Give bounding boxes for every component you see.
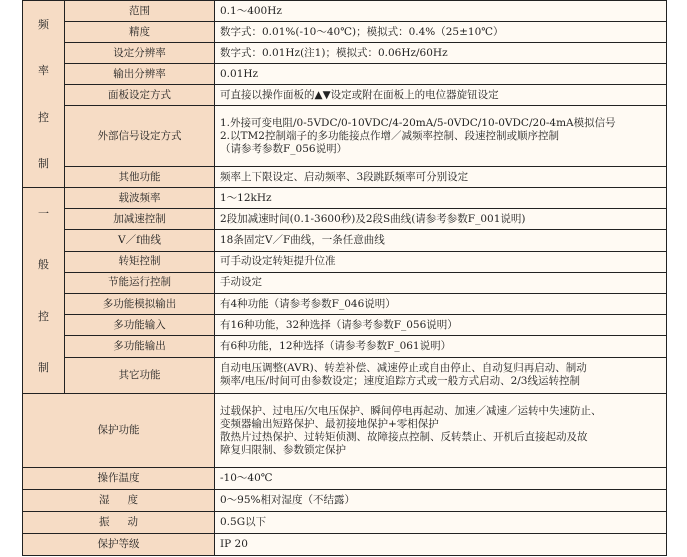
group-frequency-control [23,1,65,188]
row-value: 有6种功能，12种选择（请参考参数F_061说明） [215,336,667,357]
table-row [23,188,667,209]
row-label: 加减速控制 [65,209,215,230]
row-value: IP 20 [215,534,667,556]
row-label: 转矩控制 [65,251,215,272]
table-row [23,272,667,293]
row-label: 多功能输入 [65,315,215,336]
row-label: 其它功能 [65,357,215,393]
row-value: 0.01Hz [215,64,667,85]
table-row [23,230,667,251]
row-value: 0.5G以下 [215,512,667,534]
row-label: 其他功能 [65,167,215,188]
row-value: -10～40℃ [215,468,667,490]
table-row [23,85,667,106]
row-value: 可直接以操作面板的▲▼设定或附在面板上的电位器旋钮设定 [215,85,667,106]
row-label: 精度 [65,22,215,43]
row-label: 输出分辨率 [65,64,215,85]
row-value: 可手动设定转矩提升位准 [215,251,667,272]
row-label: 节能运行控制 [65,272,215,293]
row-label: 湿度 [23,490,215,512]
row-value: 有16种功能，32种选择（请参考参数F_056说明） [215,315,667,336]
row-label: 范围 [65,1,215,22]
row-label: 外部信号设定方式 [65,106,215,167]
table-row [23,394,667,468]
row-label: 面板设定方式 [65,85,215,106]
table-row [23,22,667,43]
group-char: 一 [38,207,49,221]
row-value: 有4种功能（请参考参数F_046说明） [215,294,667,315]
table-row [23,209,667,230]
group-char: 制 [38,360,49,374]
row-value: 过载保护、过电压/欠电压保护、瞬间停电再起动、加速／减速／运转中失速防止、 变频器输出短路保护、最初接地保护+零相保护 散热片过热保护、过转矩侦测、故障接点控制、反转禁止、开机后直接起动及故 障复归限制、参数锁定保护 [215,394,667,468]
table-row [23,534,667,556]
row-label: 多功能模拟输出 [65,294,215,315]
row-label: 载波频率 [65,188,215,209]
row-label: 保护功能 [23,394,215,468]
row-label: 振动 [23,512,215,534]
table-row [23,336,667,357]
group-char: 控 [38,110,49,124]
group-general-control [23,188,65,394]
row-value: 频率上下限设定、启动频率、3段跳跃频率可分别设定 [215,167,667,188]
group-char: 率 [38,64,49,78]
row-value: 1.外接可变电阻/0-5VDC/0-10VDC/4-20mA/5-0VDC/10-0VDC/20-4mA模拟信号 2.以TM2控制端子的多功能接点作增／减频率控制、段速控制或顺序控制 （请参考参数F_056说明） [215,106,667,167]
table-row [23,106,667,167]
row-label: 保护等级 [23,534,215,556]
group-char: 控 [38,309,49,323]
row-value: 数字式：0.01Hz(注1)；模拟式：0.06Hz/60Hz [215,43,667,64]
table-row [23,251,667,272]
table-row [23,167,667,188]
row-value: 18条固定V／F曲线，一条任意曲线 [215,230,667,251]
table-row [23,315,667,336]
table-row [23,1,667,22]
table-row [23,357,667,393]
row-value: 0～95%相对湿度（不结露） [215,490,667,512]
table-row [23,43,667,64]
row-value: 2段加减速时间(0.1-3600秒)及2段S曲线(请参考参数F_001说明) [215,209,667,230]
table-row [23,468,667,490]
row-label: 操作温度 [23,468,215,490]
group-char: 频 [38,17,49,31]
row-value: 手动设定 [215,272,667,293]
table-row [23,512,667,534]
row-label: V／f曲线 [65,230,215,251]
table-row [23,64,667,85]
spec-table [22,0,667,556]
row-value: 数字式：0.01%(-10～40℃)；模拟式：0.4%（25±10℃） [215,22,667,43]
row-value: 自动电压调整(AVR)、转差补偿、减速停止或自由停止、自动复归再启动、制动 频率/电压/时间可由参数设定；速度追踪方式或一般方式启动、2/3线运转控制 [215,357,667,393]
row-value: 1～12kHz [215,188,667,209]
group-char: 般 [38,258,49,272]
row-label: 设定分辨率 [65,43,215,64]
group-char: 制 [38,157,49,171]
row-label: 多功能输出 [65,336,215,357]
table-row [23,490,667,512]
table-row [23,294,667,315]
row-value: 0.1～400Hz [215,1,667,22]
